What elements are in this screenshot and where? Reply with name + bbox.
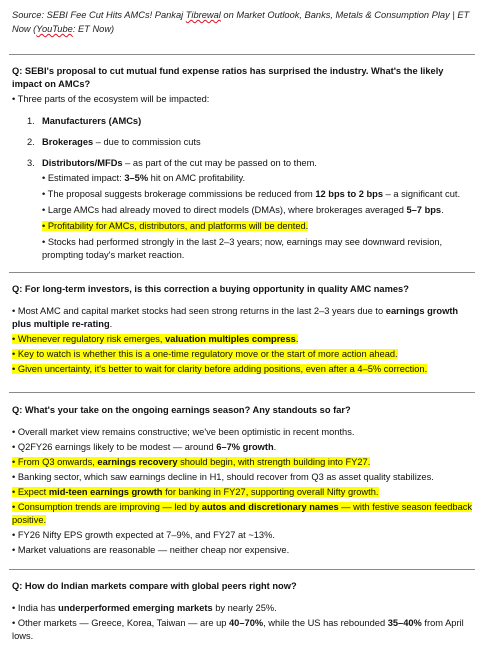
bullet: • Q2FY26 earnings likely to be modest — around 6–7% growth. xyxy=(12,442,277,452)
highlighted-text: • Consumption trends are improving — led by autos and discretionary names — with festive season feedback positive. xyxy=(12,502,473,525)
highlighted-text: • From Q3 onwards, earnings recovery should begin, with strength building into FY27. xyxy=(12,457,371,467)
section-divider xyxy=(9,272,475,273)
list-item: 3. Distributors/MFDs – as part of the cut may be passed on to them. xyxy=(27,158,317,168)
section-divider xyxy=(9,392,475,393)
bullet xyxy=(12,348,474,361)
bullet: • India has underperformed emerging markets by nearly 25%. xyxy=(12,603,277,613)
source-line: Source: SEBI Fee Cut Hits AMCs! Pankaj Tibrewal on Market Outlook, Banks, Metals & Consumption Play | ET Now (YouTube: ET Now) xyxy=(12,10,470,34)
spellcheck-flag[interactable]: YouTube xyxy=(36,24,73,34)
numbered-list xyxy=(12,115,474,262)
highlighted-text: • Whenever regulatory risk emerges, valuation multiples compress. xyxy=(12,334,299,344)
bullet: • FY26 Nifty EPS growth expected at 7–9%, and FY27 at ~13%. xyxy=(12,530,275,540)
bullet: • The proposal suggests brokerage commissions be reduced from 12 bps to 2 bps – a significant cut. xyxy=(42,189,461,199)
bullet: • Large AMCs had already moved to direct models (DMAs), where brokerages averaged 5–7 bps. xyxy=(42,205,444,215)
bullet: • Most AMC and capital market stocks had seen strong returns in the last 2–3 years due to earnings growth plus multiple re-rating. xyxy=(12,306,459,329)
bullet xyxy=(12,333,474,346)
bullet xyxy=(12,501,474,527)
question-heading: Q: What's your take on the ongoing earnings season? Any standouts so far? xyxy=(12,405,351,415)
spellcheck-flag[interactable]: Tibrewal xyxy=(185,10,221,20)
section-buying-opportunity xyxy=(12,283,474,376)
bullet xyxy=(42,220,462,233)
list-item: 1. Manufacturers (AMCs) xyxy=(27,116,142,126)
question-heading: Q: How do Indian markets compare with global peers right now? xyxy=(12,581,297,591)
bullet: • Other markets — Greece, Korea, Taiwan — are up 40–70%, while the US has rebounded 35–40% from April lows. xyxy=(12,618,464,641)
section-earnings-season xyxy=(12,404,474,557)
bullet xyxy=(12,486,474,499)
bullet: • Three parts of the ecosystem will be impacted: xyxy=(12,94,210,104)
bullet: • Market valuations are reasonable — neither cheap nor expensive. xyxy=(12,545,290,555)
list-item: 2. Brokerages – due to commission cuts xyxy=(27,137,201,147)
sub-bullets xyxy=(27,172,462,262)
bullet: • Banking sector, which saw earnings decline in H1, should recover from Q3 as asset quality stabilizes. xyxy=(12,472,434,482)
question-heading: Q: SEBI's proposal to cut mutual fund expense ratios has surprised the industry. What's the likely impact on AMCs? xyxy=(12,66,444,89)
highlighted-text: • Profitability for AMCs, distributors, and platforms will be dented. xyxy=(42,221,309,231)
bullet: • Estimated impact: 3–5% hit on AMC profitability. xyxy=(42,173,246,183)
bullet: • Stocks had performed strongly in the last 2–3 years; now, earnings may see downward revision, prompting today's market reaction. xyxy=(42,237,443,260)
section-divider xyxy=(9,569,475,570)
highlighted-text: • Given uncertainty, it's better to wait for clarity before adding positions, even after a 4–5% correction. xyxy=(12,364,428,374)
bullet xyxy=(12,363,474,376)
section-global-peers xyxy=(12,580,474,643)
bullet: • Overall market view remains constructive; we've been optimistic in recent months. xyxy=(12,427,355,437)
section-divider xyxy=(9,54,475,55)
bullet xyxy=(12,456,474,469)
section-sebi-fee-cut xyxy=(12,65,474,262)
highlighted-text: • Key to watch is whether this is a one-time regulatory move or the start of more action ahead. xyxy=(12,349,398,359)
question-heading: Q: For long-term investors, is this correction a buying opportunity in quality AMC names? xyxy=(12,284,409,294)
highlighted-text: • Expect mid-teen earnings growth for banking in FY27, supporting overall Nifty growth. xyxy=(12,487,379,497)
